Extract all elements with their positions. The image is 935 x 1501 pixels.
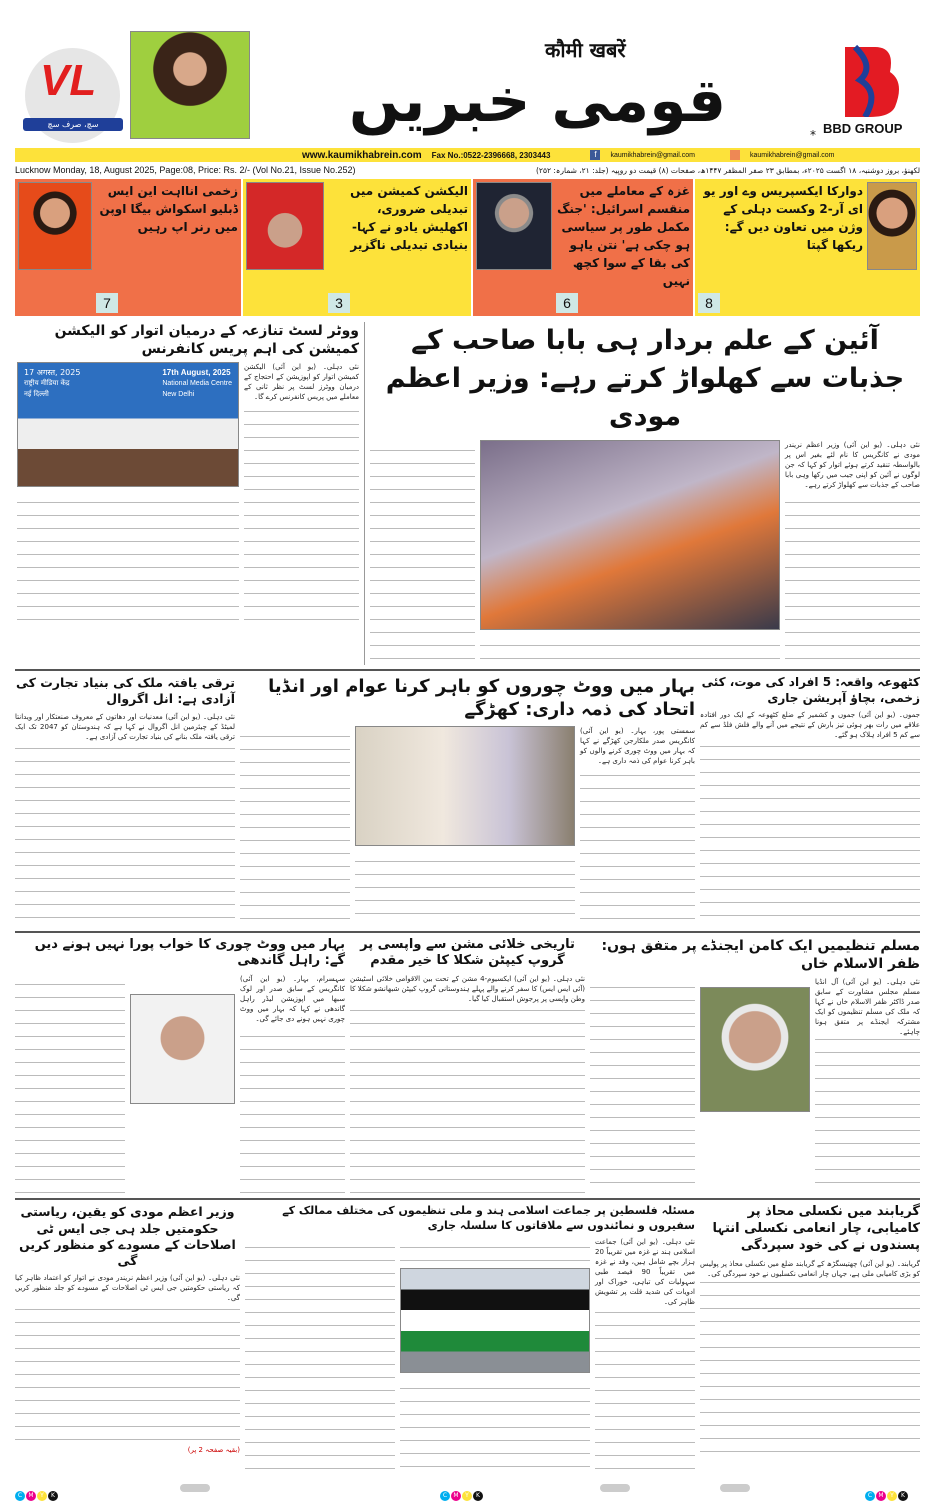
press-lead: نئی دہلی۔ (یو این آئی) الیکشن کمیشن اتوار کو اپوزیشن کے احتجاج کے درمیان ووٹرز لسٹ پر نظر ثانی کے معاملے میں پریس کانفرنس کرے گا۔ (244, 362, 359, 404)
modi-lead: نئی دہلی۔ (یو این آئی) وزیر اعظم نریندر مودی نے کانگریس کا نام لئے بغیر اس پر بالواسطہ تنقید کرتے ہوئے اتوار کو کہا کہ جن لوگوں نے آئین کو اپنی جیب میں رکھا وہی بابا صاحب کے جذبات سے کھلواڑ کرتے رہے۔ (785, 440, 920, 492)
dateline (15, 165, 920, 176)
banner-hindi-city: नई दिल्ली (24, 390, 49, 399)
left-logo-letters: VL (40, 56, 97, 105)
gst-article (15, 1204, 240, 1454)
zafarul-body-right (815, 977, 920, 1192)
rahul-article (15, 937, 345, 1195)
masthead-title: قومی خبریں (348, 66, 727, 136)
gst-body (15, 1273, 240, 1443)
bbd-group-label: BBD GROUP (823, 121, 903, 136)
dateline-urdu: لکھنؤ، بروز دوشنبہ، ۱۸ اگست ۲۰۲۵ء، بمطابق ۲۳ صفر المظفر ۱۴۴۷ھ، صفحات (۸) قیمت دو روپیہ (جلد: ۲۱، شمارہ: ۲۵۲) (535, 166, 920, 175)
palestine-body-left (245, 1237, 395, 1472)
cmyk-mark-left: C M Y K (15, 1482, 59, 1501)
modi-body (785, 440, 920, 665)
teaser-page: 7 (96, 293, 118, 313)
star-mark: * (810, 128, 816, 142)
teaser-photo (18, 182, 92, 270)
modi-photo (480, 440, 780, 630)
gst-lead: نئی دہلی۔ (یو این آئی) وزیر اعظم نریندر مودی نے اتوار کو اعتماد ظاہر کیا کہ ریاستی حکومتیں جی ایس ٹی اصلاحات کے مسودے کو جلد منظور کریں گی۔ (15, 1273, 240, 1305)
rahul-headline[interactable]: بہار میں ووٹ چوری کا خواب پورا نہیں ہونے دیں گے: راہل گاندھی (34, 936, 345, 969)
banner-en-date: 17th August, 2025 (162, 368, 231, 378)
email-contact[interactable]: kaumikhabrein@gmail.com (749, 151, 835, 159)
zafarul-article (590, 937, 920, 1192)
facebook-contact[interactable]: kaumikhabrein@gmail.com (610, 151, 695, 159)
dateline-english: Lucknow Monday, 18, August 2025, Page:08, Price: Rs. 2/- (Vol No.21, Issue No.252) (15, 165, 356, 175)
shukla-body (350, 974, 585, 1194)
gariaband-body (700, 1259, 920, 1454)
contact-bar (15, 148, 920, 162)
teaser-photo (867, 182, 917, 270)
shukla-lead: نئی دہلی۔ (یو این آئی) ایکسیوم-4 مشن کے تحت بین الاقوامی خلائی اسٹیشن (آئی ایس ایس) کا سفر کرنے والے پہلے ہندوستانی گروپ کیپٹن شبھانشو شکلا کا وطن واپسی پر پرجوش استقبال کیا گیا۔ (350, 974, 585, 1006)
press-conference-headline[interactable]: ووٹر لسٹ تنازعہ کے درمیان اتوار کو الیکشن کمیشن کی اہم پریس کانفرنس (54, 323, 359, 358)
teaser-text: زخمی انااہت این ایس ڈبلیو اسکواش بیگا اوپن میں رنر اپ رہیں (99, 184, 238, 234)
gariaband-headline[interactable]: گریابند میں نکسلی محاذ پر کامیابی، چار انعامی نکسلی انتہا پسندوں نے کی خود سپردگی (712, 1204, 920, 1254)
rahul-photo (130, 994, 235, 1104)
left-logo (25, 48, 120, 143)
gst-headline[interactable]: وزیر اعظم مودی کو یقین، ریاستی حکومتیں جلد ہی جی ایس ٹی اصلاحات کے مسودے کو منظور کریں گی (19, 1204, 236, 1269)
zafarul-headline[interactable]: مسلم تنظیمیں ایک کامن ایجنڈے پر متفق ہوں: ظفر الاسلام خاں (601, 937, 920, 972)
mail-icon (730, 150, 740, 160)
bbd-logo (835, 42, 905, 117)
cmyk-mark-center: C M Y K (440, 1482, 484, 1501)
kathua-headline[interactable]: کٹھوعہ واقعہ: 5 افراد کی موت، کئی زخمی، بچاؤ آپریشن جاری (701, 675, 920, 705)
kathua-article (700, 675, 920, 925)
press-conference-photo (17, 362, 239, 487)
cmyk-mark-right: C M Y K (865, 1482, 909, 1501)
website-link[interactable]: www.kaumikhabrein.com (302, 149, 422, 161)
palestine-body-right (595, 1237, 695, 1472)
modi-headline[interactable]: آئین کے علم بردار ہی بابا صاحب کے جذبات سے کھلواڑ کرتے رہے: وزیر اعظم مودی (385, 325, 905, 432)
teaser-row (15, 179, 920, 316)
teaser-page: 8 (698, 293, 720, 313)
kharge-headline[interactable]: بہار میں ووٹ چوروں کو باہر کرنا عوام اور انڈیا اتحاد کی ذمہ داری: کھڑگے (268, 676, 695, 721)
agrawal-headline[interactable]: ترقی یافتہ ملک کی بنیاد تجارت کی آزادی ہے: انل اگروال (15, 675, 235, 707)
agrawal-article (15, 675, 235, 927)
banner-hindi-date: 17 अगस्त, 2025 (24, 368, 81, 378)
palestine-body-bottom (400, 1378, 590, 1472)
agrawal-lead: نئی دہلی۔ (یو این آئی) معدنیات اور دھاتوں کے معروف صنعتکار اور ویدانتا لمیٹڈ کے چیئرمین انل اگروال نے کہا ہے کہ ہندوستان کو 2047 تک ایک ترقی یافتہ ملک بنانے کی بنیاد تجارت کی آزادی ہے۔ (15, 712, 235, 744)
kharge-article (240, 675, 695, 926)
teaser-akhilesh[interactable] (243, 179, 471, 316)
kharge-body-bottom (355, 851, 575, 926)
registration-mark (720, 1484, 750, 1492)
press-conference-body (244, 362, 359, 622)
kharge-lead: سمستی پور، بہار۔ (یو این آئی) کانگریس صدر ملکارجن کھڑگے نے کہا کہ بہار میں ووٹ چوری کرنے والوں کو باہر کرنا عوام کی ذمہ داری ہے۔ (580, 726, 695, 768)
rahul-body-left (15, 974, 125, 1194)
continued-label[interactable]: (بقیہ صفحہ 2 پر) (187, 1446, 240, 1455)
rahul-body-right (240, 974, 345, 1194)
registration-mark (180, 1484, 210, 1492)
masthead-photo (130, 31, 250, 139)
zafarul-body-left (590, 977, 695, 1192)
kharge-body-right (580, 726, 695, 926)
gariaband-article (700, 1204, 920, 1454)
facebook-icon: f (590, 150, 600, 160)
kharge-body-left (240, 726, 350, 926)
shukla-article (350, 937, 585, 1195)
teaser-text: الیکشن کمیشن میں تبدیلی ضروری، اکھلیش یادو نے کہا- بنیادی تبدیلی ناگزیر (350, 184, 468, 252)
palestine-lead: نئی دہلی۔ (یو این آئی) جماعت اسلامی ہند نے غزہ میں تقریباً 20 ہزار بچے شامل ہیں، وفد نے غزہ میں تقریباً 90 فیصد طبی سہولیات کی تباہی، خوراک اور ادویات کی شدید قلت پر تشویش ظاہر کی۔ (595, 1237, 695, 1309)
teaser-page: 6 (556, 293, 578, 313)
banner-hindi-venue: राष्ट्रीय मीडिया केंद्र (24, 379, 70, 388)
title-hindi: कौमी खबरें (545, 38, 626, 62)
palestine-flag-photo (400, 1268, 590, 1373)
section-4 (15, 1204, 920, 1472)
kharge-photo (355, 726, 575, 846)
press-conference-article (17, 322, 359, 622)
masthead (15, 0, 920, 148)
banner-en-city: New Delhi (162, 391, 195, 399)
agrawal-body (15, 712, 235, 927)
fax-number: Fax No.:0522-2396668, 2303443 (431, 150, 551, 160)
shukla-headline[interactable]: تاریخی خلائی مشن سے واپسی پر گروپ کیپٹن شکلا کا خیر مقدم (360, 936, 575, 969)
press-conference-body-cols (17, 492, 239, 622)
teaser-rekha-gupta[interactable] (695, 179, 920, 316)
palestine-headline[interactable]: مسئلہ فلسطین پر جماعت اسلامی ہند و ملی تنظیموں کی مختلف ممالک کے سفیروں و نمائندوں سے ملاقاتوں کا سلسلہ جاری (282, 1204, 695, 1232)
teaser-text: غزہ کے معاملے میں منقسم اسرائیل: 'جنگ مکمل طور پر سیاسی ہو چکی ہے' نتن یاہو کی بقا کے سوا کچھ نہیں (557, 184, 690, 288)
gariaband-lead: گریابند۔ (یو این آئی) چھتیسگڑھ کے گریابند ضلع میں نکسلی محاذ پر پولیس کو بڑی کامیابی ملی ہے، جہاں چار انعامی نکسلیوں نے خود سپردگی کی۔ (700, 1259, 920, 1281)
zafarul-lead: نئی دہلی۔ (یو این آئی) آل انڈیا مسلم مجلس مشاورت کے سابق صدر ڈاکٹر ظفر الاسلام خاں نے کہا کہ ملک کی مسلم تنظیموں کو ایک مشترکہ ایجنڈے پر متفق ہونا چاہئے۔ (815, 977, 920, 1039)
teaser-squash[interactable] (15, 179, 241, 316)
modi-body-col2 (370, 440, 475, 665)
modi-body-cont (480, 635, 780, 665)
zafarul-photo (700, 987, 810, 1112)
section-1 (15, 322, 920, 665)
kathua-body (700, 710, 920, 925)
palestine-article (245, 1204, 695, 1472)
section-2 (15, 675, 920, 927)
registration-strip (15, 1480, 920, 1500)
teaser-photo (246, 182, 324, 270)
left-logo-tagline: سچ، صرف سچ (23, 118, 123, 131)
palestine-body-mid (400, 1237, 590, 1263)
teaser-page: 3 (328, 293, 350, 313)
kathua-lead: جموں۔ (یو این آئی) جموں و کشمیر کے ضلع کٹھوعہ کے ایک دور افتادہ علاقے میں رات بھر ہوئی تیز بارش کے نتیجے میں آنے والے فلش فلڈ سے کم سے کم 5 افراد ہلاک ہو گئے۔ (700, 710, 920, 742)
teaser-photo (476, 182, 552, 270)
registration-mark (600, 1484, 630, 1492)
rahul-lead: سہسرام، بہار۔ (یو این آئی) کانگریس کے سابق صدر اور لوک سبھا میں اپوزیشن لیڈر راہل گاندھی نے کہا کہ بہار میں ووٹ چوری نہیں ہونے دی جائے گی۔ (240, 974, 345, 1026)
modi-article (370, 322, 920, 665)
section-3 (15, 937, 920, 1195)
teaser-text: دوارکا ایکسپریس وے اور یو ای آر-2 وکست دہلی کے وژن میں تعاون دیں گے: ریکھا گپتا (703, 184, 863, 252)
teaser-israel[interactable] (473, 179, 693, 316)
banner-en-venue: National Media Centre (162, 380, 232, 388)
